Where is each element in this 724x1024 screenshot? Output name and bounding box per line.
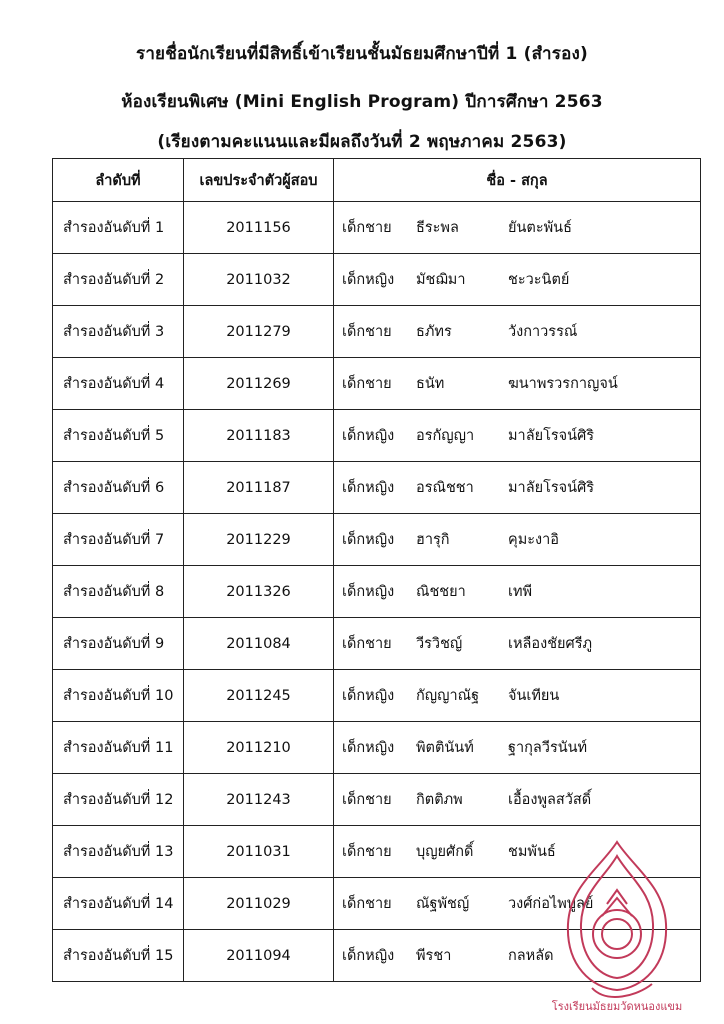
student-last-name: วังกาวรรณ์ (508, 324, 578, 340)
rank-cell: สำรองอันดับที่ 5 (53, 410, 184, 462)
student-first-name: บุญยศักดิ์ (416, 844, 474, 860)
student-last-name: กลหลัด (508, 948, 554, 964)
student-first-name: มัชฌิมา (416, 272, 466, 288)
table-row (53, 670, 701, 722)
student-title: เด็กหญิง (342, 428, 395, 444)
rank-cell: สำรองอันดับที่ 4 (53, 358, 184, 410)
exam-id-cell: 2011229 (184, 514, 334, 566)
table-row (53, 202, 701, 254)
table-row (53, 306, 701, 358)
name-cell (334, 202, 701, 254)
student-title: เด็กชาย (342, 376, 392, 392)
exam-id-cell: 2011187 (184, 462, 334, 514)
student-first-name: ธนัท (416, 376, 445, 392)
student-first-name: วีรวิชญ์ (416, 636, 463, 652)
table-row (53, 774, 701, 826)
name-cell (334, 514, 701, 566)
rank-cell: สำรองอันดับที่ 9 (53, 618, 184, 670)
table-row (53, 358, 701, 410)
student-title: เด็กหญิง (342, 948, 395, 964)
student-title: เด็กชาย (342, 896, 392, 912)
name-cell (334, 306, 701, 358)
exam-id-cell: 2011245 (184, 670, 334, 722)
student-title: เด็กชาย (342, 792, 392, 808)
rank-cell: สำรองอันดับที่ 14 (53, 878, 184, 930)
seal-graphic (552, 838, 682, 1014)
name-cell (334, 618, 701, 670)
name-cell (334, 670, 701, 722)
student-last-name: ฆนาพรวรกาญจน์ (508, 376, 618, 392)
table-row (53, 410, 701, 462)
svg-text:โรงเรียนมัธยมวัดหนองแขม: โรงเรียนมัธยมวัดหนองแขม (552, 1000, 682, 1013)
rank-cell: สำรองอันดับที่ 13 (53, 826, 184, 878)
student-last-name: ฐากุลวีรนันท์ (508, 740, 588, 756)
exam-id-cell: 2011183 (184, 410, 334, 462)
student-title: เด็กหญิง (342, 584, 395, 600)
student-last-name: จันเทียน (508, 688, 560, 704)
rank-cell: สำรองอันดับที่ 6 (53, 462, 184, 514)
exam-id-cell: 2011279 (184, 306, 334, 358)
student-first-name: ณิชชยา (416, 584, 466, 600)
rank-cell: สำรองอันดับที่ 8 (53, 566, 184, 618)
student-first-name: อรณิชชา (416, 480, 474, 496)
student-last-name: มาลัยโรจน์ศิริ (508, 428, 595, 444)
student-last-name: วงศ์ก่อไพบูลย์ (508, 896, 594, 912)
student-first-name: ธภัทร (416, 324, 452, 340)
school-seal-icon (552, 838, 682, 1014)
exam-id-cell: 2011029 (184, 878, 334, 930)
student-title: เด็กหญิง (342, 532, 395, 548)
exam-id-cell: 2011094 (184, 930, 334, 982)
student-first-name: ณัฐพัชญ์ (416, 896, 470, 912)
exam-id-cell: 2011243 (184, 774, 334, 826)
student-title: เด็กหญิง (342, 480, 395, 496)
student-first-name: กิตติภพ (416, 792, 463, 808)
rank-cell: สำรองอันดับที่ 7 (53, 514, 184, 566)
name-cell (334, 462, 701, 514)
rank-cell: สำรองอันดับที่ 3 (53, 306, 184, 358)
student-title: เด็กชาย (342, 844, 392, 860)
document-title: รายชื่อนักเรียนที่มีสิทธิ์เข้าเรียนชั้นมัธยมศึกษาปีที่ 1 (สำรอง) (135, 44, 588, 64)
name-cell (334, 774, 701, 826)
name-cell (334, 722, 701, 774)
student-first-name: ธีระพล (416, 220, 459, 236)
document-subtitle: ห้องเรียนพิเศษ (Mini English Program) ปีการศึกษา 2563 (121, 92, 603, 112)
student-first-name: กัญญาณัฐ (416, 688, 480, 704)
student-title: เด็กหญิง (342, 272, 395, 288)
student-last-name: เทพี (508, 584, 533, 600)
exam-id-cell: 2011210 (184, 722, 334, 774)
student-last-name: เอื้องพูลสวัสดิ์ (508, 792, 592, 808)
rank-cell: สำรองอันดับที่ 12 (53, 774, 184, 826)
table-row (53, 566, 701, 618)
exam-id-cell: 2011031 (184, 826, 334, 878)
student-title: เด็กชาย (342, 220, 392, 236)
name-cell (334, 254, 701, 306)
name-cell (334, 566, 701, 618)
student-last-name: ชะวะนิตย์ (508, 272, 570, 288)
name-cell (334, 410, 701, 462)
exam-id-cell: 2011269 (184, 358, 334, 410)
document-note: (เรียงตามคะแนนและมีผลถึงวันที่ 2 พฤษภาคม 2563) (157, 132, 567, 152)
table-header-row (53, 159, 701, 202)
student-title: เด็กชาย (342, 324, 392, 340)
rank-cell: สำรองอันดับที่ 2 (53, 254, 184, 306)
rank-cell: สำรองอันดับที่ 1 (53, 202, 184, 254)
student-last-name: ยันตะพันธ์ (508, 220, 572, 236)
exam-id-cell: 2011084 (184, 618, 334, 670)
student-last-name: มาลัยโรจน์ศิริ (508, 480, 595, 496)
student-title: เด็กหญิง (342, 740, 395, 756)
rank-cell: สำรองอันดับที่ 10 (53, 670, 184, 722)
student-last-name: ชมพันธ์ (508, 844, 556, 860)
student-last-name: เหลืองชัยศรีภู (508, 636, 593, 652)
rank-cell: สำรองอันดับที่ 15 (53, 930, 184, 982)
exam-id-cell: 2011032 (184, 254, 334, 306)
table-row (53, 618, 701, 670)
table-row (53, 722, 701, 774)
student-first-name: พิตตินันท์ (416, 740, 474, 756)
table-row (53, 254, 701, 306)
table-row (53, 462, 701, 514)
exam-id-cell: 2011156 (184, 202, 334, 254)
student-title: เด็กชาย (342, 636, 392, 652)
student-last-name: คุมะงาอิ (508, 532, 559, 548)
rank-cell: สำรองอันดับที่ 11 (53, 722, 184, 774)
column-header-rank: ลำดับที่ (53, 159, 184, 202)
student-title: เด็กหญิง (342, 688, 395, 704)
column-header-name: ชื่อ - สกุล (334, 159, 701, 202)
student-first-name: ฮารุกิ (416, 532, 450, 548)
name-cell (334, 358, 701, 410)
student-first-name: อรกัญญา (416, 428, 475, 444)
column-header-exam-id: เลขประจำตัวผู้สอบ (184, 159, 334, 202)
student-first-name: พีรชา (416, 948, 452, 964)
table-row (53, 514, 701, 566)
exam-id-cell: 2011326 (184, 566, 334, 618)
